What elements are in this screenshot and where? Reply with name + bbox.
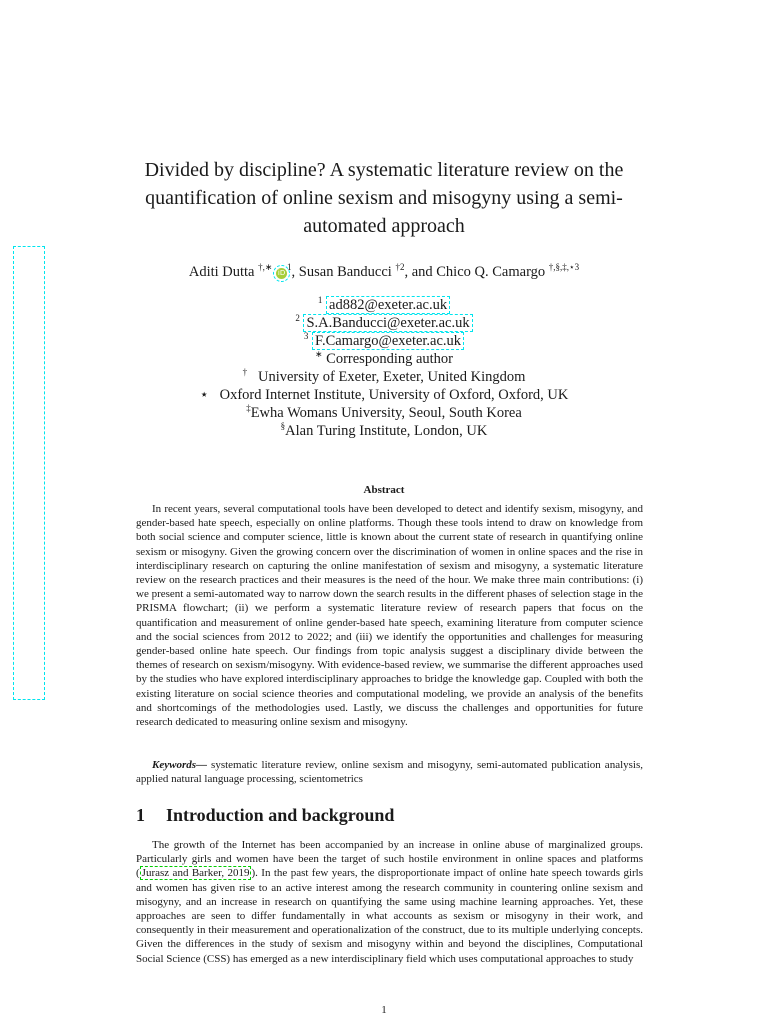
affiliation-mark: § (280, 421, 286, 432)
affiliation-line (90, 404, 678, 422)
paragraph-text: The growth of the Internet has been accompanied by an increase in online abuse of marginalized groups. Particularly girls and women have been the target of such hostile environment in online spaces and platforms ( (136, 839, 643, 880)
keywords-text: systematic literature review, online sexism and misogyny, semi-automated publication analysis, applied natural language processing, scientometrics (136, 759, 643, 786)
affiliation-text: Corresponding author (326, 351, 454, 367)
paragraph-text: ). In the past few years, the disproportionate impact of online hate speech towards girls and women has given rise to an active interest among the research community in countering online sexism and misogyny, and an increase in research on quantifying the same using machine learning approaches. Yet, these approaches are seen to differ fundamentally in what accounts as sexism or misogyny in their work, and consequently in their measurement and operationalization of the construct, due to its multiple underlying concepts. Given the differences in the study of sexism and misogyny within and beyond the disciplines, Computational Social Science (CSS) has emerged as a new interdisciplinary field which uses computational approaches to study (136, 867, 643, 965)
abstract-text: In recent years, several computational tools have been developed to detect and identify sexism, misogyny, and gender-based hate speech, especially on online platforms. Though these tools intend to draw on knowledge from both social science and computer science, little is known about the current state of research in quantifying online sexism or misogyny. Given the growing concern over the discrimination of women in online spaces and the rise in interdisciplinary research on capturing the online manifestation of sexism and misogyny, a systematic literature review on the research practices and their measures is the need of the hour. We make three main contributions: (i) we present a semi-automated way to narrow down the search results in the different phases of selection stage in the PRISMA flowchart; (ii) we perform a systematic literature review of research papers that focus on the quantification and measurement of online gender-based hate speech, examining literature from computer science and the social sciences from 2012 to 2022; and (iii) we identify the opportunities and challenges for measuring gender-based online hate speech. Our findings from topic analysis suggest a disciplinary divide between the themes of research on sexism/misogyny. With evidence-based review, we summarise the different approaches used by the studies who have explored interdisciplinary approaches to bridge the knowledge gap. Coupled with both the existing literature on social science theories and computational modeling, we provide an analysis of the benefits and shortcomings of the methodologies used. Lastly, we discuss the challenges and opportunities for future research dedicated to measuring online sexism and misogyny. (136, 503, 643, 729)
author-separator: , and (404, 264, 437, 280)
email-link[interactable]: F.Camargo@exeter.ac.uk (312, 332, 464, 350)
author-separator: , (291, 264, 299, 280)
author-marks: †,∗ (258, 262, 273, 273)
email-link[interactable]: ad882@exeter.ac.uk (326, 296, 450, 314)
author-name: Susan Banducci (298, 264, 392, 280)
page-number: 1 (381, 1004, 387, 1016)
abstract-heading: Abstract (363, 484, 405, 496)
affiliation-mark: ∗ (314, 349, 323, 360)
email-line (90, 296, 678, 314)
citation-link[interactable]: Jurasz and Barker, 2019 (141, 867, 250, 880)
corresponding-author-note (90, 350, 678, 368)
email-link[interactable]: S.A.Banducci@exeter.ac.uk (303, 314, 472, 332)
author-marks: †,§,‡,⋆3 (548, 262, 580, 273)
intro-paragraph (136, 838, 643, 966)
section-title: Introduction and background (166, 805, 395, 825)
affiliations (90, 296, 678, 440)
affiliation-mark: † (242, 367, 248, 378)
keywords-label: Keywords— (152, 759, 207, 771)
author-marks: †2 (395, 262, 405, 273)
author-name: Chico Q. Camargo (436, 264, 546, 280)
affiliation-line (90, 386, 678, 404)
email-mark: 1 (317, 295, 323, 306)
arxiv-stamp-link[interactable] (13, 246, 45, 700)
section-heading (136, 805, 394, 826)
author-line (90, 262, 678, 282)
affiliation-line (90, 422, 678, 440)
orcid-icon[interactable]: iD (277, 269, 286, 277)
paper-title: Divided by discipline? A systematic literature review on the quantification of online sexism and misogyny using a semi-automated approach (144, 159, 624, 237)
affiliation-text: Oxford Internet Institute, University of Oxford, Oxford, UK (219, 387, 569, 403)
section-number: 1 (136, 805, 145, 825)
affiliation-mark: ‡ (246, 403, 251, 414)
affiliation-line (90, 368, 678, 386)
email-mark: 3 (303, 331, 309, 342)
author-marks: 1 (287, 262, 292, 273)
email-line (90, 332, 678, 350)
email-line (90, 314, 678, 332)
affiliation-text: Alan Turing Institute, London, UK (285, 423, 488, 439)
affiliation-text: University of Exeter, Exeter, United Kingdom (257, 369, 526, 385)
author-name: Aditi Dutta (188, 264, 255, 280)
affiliation-mark: ⋆ (199, 387, 209, 403)
affiliation-text: Ewha Womans University, Seoul, South Korea (250, 405, 522, 421)
email-mark: 2 (295, 313, 300, 324)
keywords (136, 758, 643, 786)
